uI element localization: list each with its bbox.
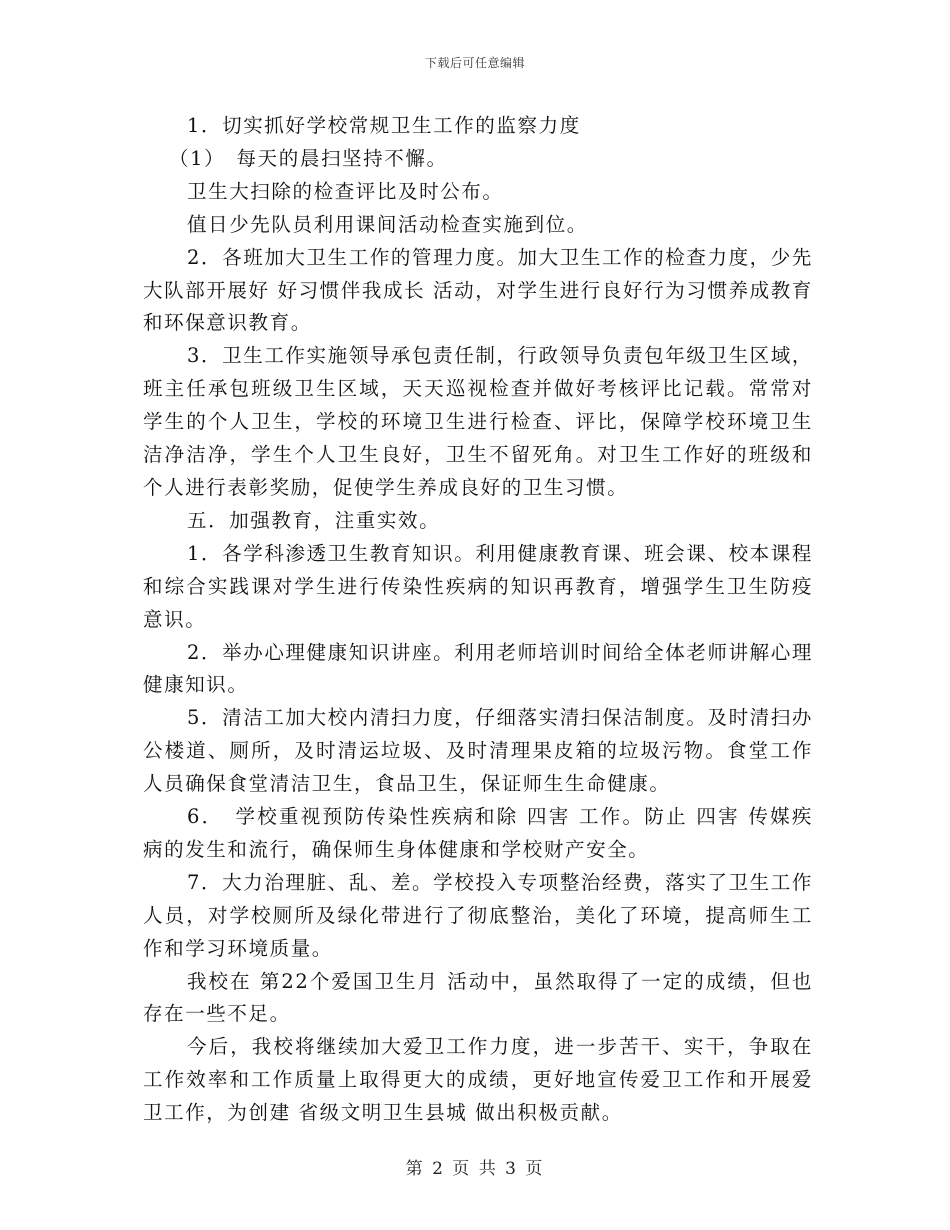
page-number-footer: 第 2 页 共 3 页	[405, 1159, 545, 1179]
paragraph-disease-prevention: 6． 学校重视预防传染性疾病和除 四害 工作。防止 四害 传媒疾病的发生和流行，确保师生身体健康和学校财产安全。	[143, 805, 813, 861]
paragraph-leadership-responsibility: 3．卫生工作实施领导承包责任制，行政领导负责包年级卫生区域，班主任承包班级卫生区域，天天巡视检查并做好考核评比记载。常常对学生的个人卫生，学校的环境卫生进行检查、评比，保障学校环境卫生洁净洁净，学生个人卫生良好，卫生不留死角。对卫生工作好的班级和个人进行表彰奖励，促使学生养成良好的卫生习惯。	[143, 344, 813, 499]
section-heading-education: 五．加强教育，注重实效。	[187, 508, 441, 532]
paragraph-cleanup-inspection: 卫生大扫除的检查评比及时公布。	[187, 179, 504, 203]
paragraph-subject-infiltration: 1．各学科渗透卫生教育知识。利用健康教育课、班会课、校本课程和综合实践课对学生进行传染性疾病的知识再教育，增强学生卫生防疫意识。	[143, 541, 813, 631]
paragraph-duty-pioneers: 值日少先队员利用课间活动检查实施到位。	[187, 212, 588, 236]
paragraph-mental-health-lecture: 2．举办心理健康知识讲座。利用老师培训时间给全体老师讲解心理健康知识。	[143, 640, 813, 697]
paragraph-class-management: 2．各班加大卫生工作的管理力度。加大卫生工作的检查力度，少先大队部开展好 好习惯伴我成长 活动，对学生进行良好行为习惯养成教育和环保意识教育。	[143, 245, 813, 335]
paragraph-achievements: 我校在 第22个爱国卫生月 活动中，虽然取得了一定的成绩，但也存在一些不足。	[143, 969, 813, 1026]
paragraph-future-plan: 今后，我校将继续加大爱卫工作力度，进一步苦干、实干，争取在工作效率和工作质量上取得更大的成绩，更好地宣传爱卫工作和开展爱卫工作，为创建 省级文明卫生县城 做出积极贡献。	[143, 1035, 813, 1125]
document-body	[143, 110, 813, 1130]
page-header-note: 下载后可任意编辑	[424, 56, 525, 70]
sub-item-morning-sweep: （1） 每天的晨扫坚持不懈。	[169, 146, 448, 170]
section-heading-supervision: 1．切实抓好学校常规卫生工作的监察力度	[187, 114, 581, 137]
paragraph-cleaners: 5．清洁工加大校内清扫力度，仔细落实清扫保洁制度。及时清扫办公楼道、厕所，及时清运垃圾、及时清理果皮箱的垃圾污物。食堂工作人员确保食堂清洁卫生，食品卫生，保证师生生命健康。	[143, 706, 813, 796]
paragraph-rectification: 7．大力治理脏、乱、差。学校投入专项整治经费，落实了卫生工作人员，对学校厕所及绿化带进行了彻底整治，美化了环境，提高师生工作和学习环境质量。	[143, 870, 813, 960]
